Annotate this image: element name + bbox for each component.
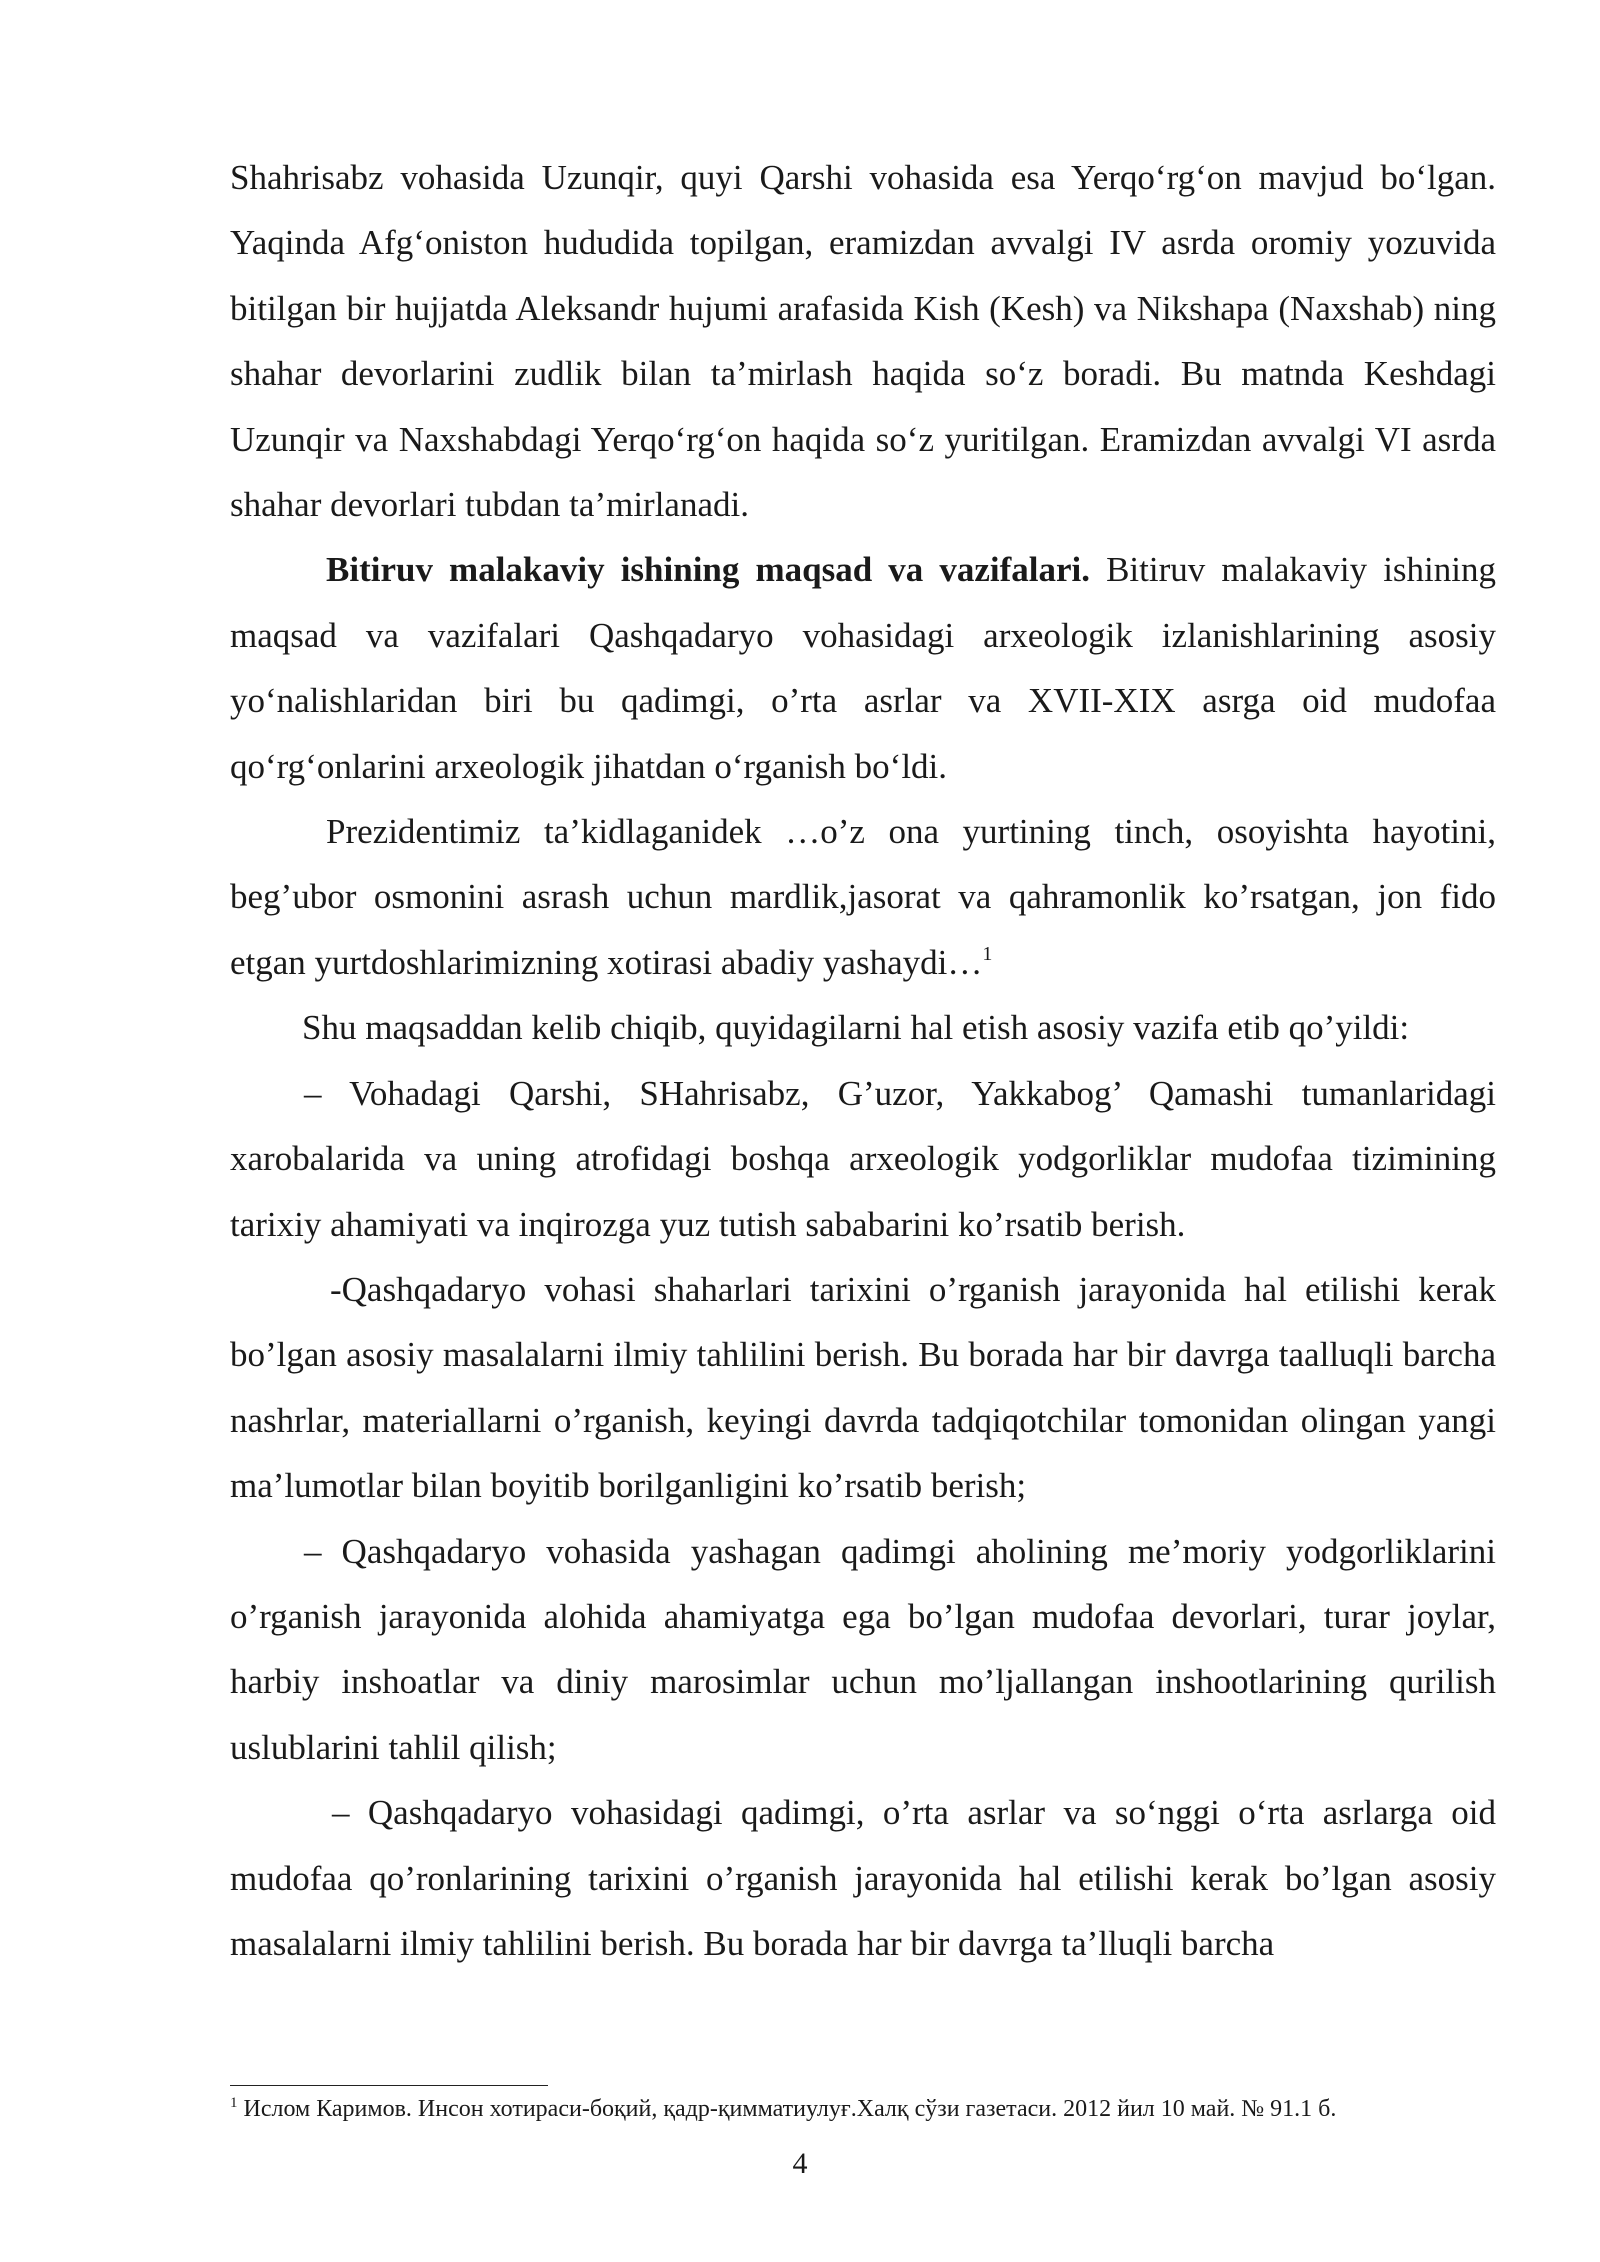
- paragraph-quote: [230, 799, 1496, 995]
- paragraph-1: Shahrisabz vohasida Uzunqir, quyi Qarshi vohasida esa Yerqo‘rg‘on mavjud bo‘lgan. Yaqinda Afg‘oniston hududida topilgan, eramizdan avvalgi IV asrda oromiy yozuvida bitilgan bir hujjatda Aleksandr hujumi arafasida Kish (Kesh) va Nikshapa (Naxshab) ning shahar devorlarini zudlik bilan ta’mirlash haqida so‘z boradi. Bu matnda Keshdagi Uzunqir va Naxshabdagi Yerqo‘rg‘on haqida so‘z yuritilgan. Eramizdan avvalgi VI asrda shahar devorlari tubdan ta’mirlanadi.: [230, 158, 1496, 525]
- paragraph-goals: [230, 537, 1496, 799]
- paragraph-tasks-intro: Shu maqsaddan kelib chiqib, quyidagilarni hal etish asosiy vazifa etib qo’yildi:: [302, 1008, 1410, 1048]
- paragraph-task-2: -Qashqadaryo vohasi shaharlari tarixini o’rganish jarayonida hal etilishi kerak bo’lgan asosiy masalalarni ilmiy tahlilini berish. Bu borada har bir davrga taalluqli barcha nashrlar, materiallarni o’rganish, keyingi davrda tadqiqotchilar tomonidan olingan yangi ma’lumotlar bilan boyitib borilganligini ko’rsatib berish;: [230, 1269, 1496, 1506]
- footnote: [230, 2092, 1500, 2126]
- page-number: 4: [792, 2147, 808, 2180]
- footnote-separator: [230, 2085, 548, 2086]
- goals-heading: Bitiruv malakaviy ishining maqsad va vazifalari.: [326, 550, 1090, 590]
- document-body: [230, 145, 1496, 1976]
- paragraph-task-4: – Qashqadaryo vohasidagi qadimgi, o’rta asrlar va so‘nggi o‘rta asrlarga oid mudofaa qo’ronlarining tarixini o’rganish jarayonida hal etilishi kerak bo’lgan asosiy masalalarni ilmiy tahlilini berish. Bu borada har bir davrga ta’lluqli barcha: [230, 1793, 1496, 1963]
- footnote-reference: 1: [982, 942, 993, 965]
- paragraph-task-1: – Vohadagi Qarshi, SHahrisabz, G’uzor, Yakkabog’ Qamashi tumanlaridagi xarobalarida va uning atrofidagi boshqa arxeologik yodgorliklar mudofaa tizimining tarixiy ahamiyati va inqirozga yuz tutish sababarini ko’rsatib berish.: [230, 1073, 1496, 1244]
- goals-text: Bitiruv malakaviy ishining maqsad va vazifalari Qashqadaryo vohasidagi arxeologik izlanishlarining asosiy yo‘nalishlaridan biri bu qadimgi, o’rta asrlar va XVII-XIX asrga oid mudofaa qo‘rg‘onlarini arxeologik jihatdan o‘rganish bo‘ldi.: [230, 550, 1496, 786]
- paragraph-task-3: – Qashqadaryo vohasida yashagan qadimgi aholining me’moriy yodgorliklarini o’rganish jarayonida alohida ahamiyatga ega bo’lgan mudofaa devorlari, turar joylar, harbiy inshoatlar va diniy marosimlar uchun mo’ljallangan inshootlarining qurilish uslublarini tahlil qilish;: [230, 1531, 1496, 1767]
- quote-text: Prezidentimiz ta’kidlaganidek …o’z ona yurtining tinch, osoyishta hayotini, beg’ubor osmonini asrash uchun mardlik,jasorat va qahramonlik ko’rsatgan, jon fido etgan yurtdoshlarimizning xotirasi abadiy yashaydi…: [230, 812, 1496, 982]
- footnote-marker: 1: [230, 2095, 238, 2111]
- footnote-text: Ислом Каримов. Инсон хотираси-боқий, қадр-қимматиулуғ.Халқ сўзи газетаси. 2012 йил 10 май. № 91.1 б.: [237, 2096, 1337, 2122]
